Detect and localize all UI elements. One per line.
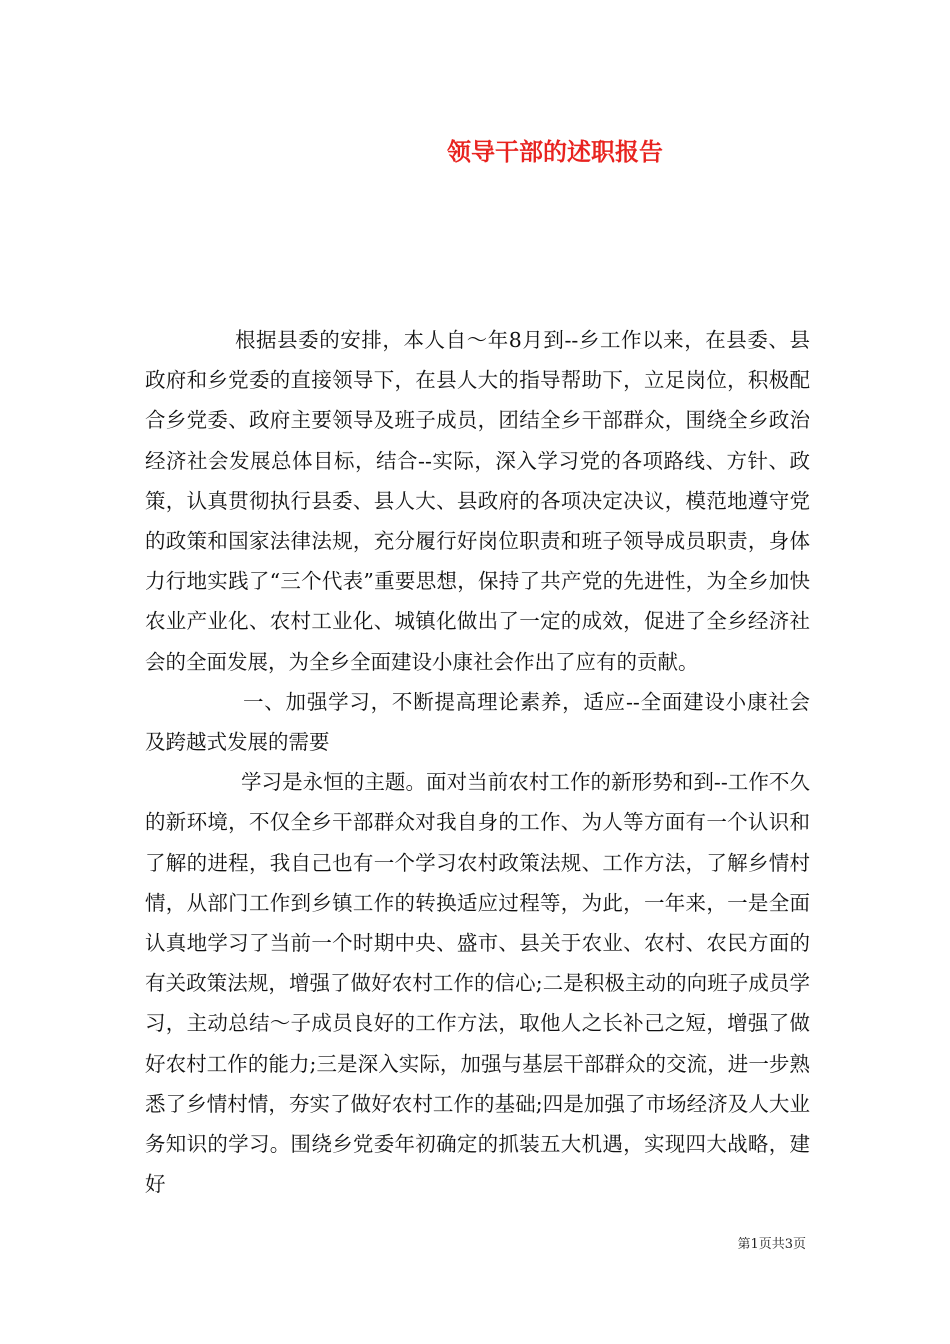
paragraph-learning: 学习是永恒的主题。面对当前农村工作的新形势和到--工作不久的新环境，不仅全乡干部群众对我自身的工作、为人等方面有一个认识和了解的进程，我自己也有一个学习农村政策法规、工作方法，了解乡情村情，从部门工作到乡镇工作的转换适应过程等，为此，一年来，一是全面认真地学习了当前一个时期中央、盛市、县关于农业、农村、农民方面的有关政策法规，增强了做好农村工作的信心;二是积极主动的向班子成员学习，主动总结～子成员良好的工作方法，取他人之长补己之短，增强了做好农村工作的能力;三是深入实际，加强与基层干部群众的交流，进一步熟悉了乡情村情，夯实了做好农村工作的基础;四是加强了市场经济及人大业务知识的学习。围绕乡党委年初确定的抓装五大机遇，实现四大战略，建好 (145, 770, 810, 1197)
document-title: 领导干部的述职报告 (447, 137, 663, 166)
page-number-footer: 第1页共3页 (737, 1237, 806, 1252)
section-heading-1: 一、加强学习，不断提高理论素养，适应--全面建设小康社会及跨越式发展的需要 (145, 689, 810, 755)
paragraph-intro: 根据县委的安排，本人自～年8月到--乡工作以来，在县委、县政府和乡党委的直接领导下，在县人大的指导帮助下，立足岗位，积极配合乡党委、政府主要领导及班子成员，团结全乡干部群众，围绕全乡政治经济社会发展总体目标，结合--实际，深入学习党的各项路线、方针、政策，认真贯彻执行县委、县人大、县政府的各项决定决议，模范地遵守党的政策和国家法律法规，充分履行好岗位职责和班子领导成员职责，身体力行地实践了“三个代表”重要思想，保持了共产党的先进性，为全乡加快农业产业化、农村工业化、城镇化做出了一定的成效，促进了全乡经济社会的全面发展，为全乡全面建设小康社会作出了应有的贡献。 (145, 328, 810, 674)
document-body (145, 320, 810, 1204)
